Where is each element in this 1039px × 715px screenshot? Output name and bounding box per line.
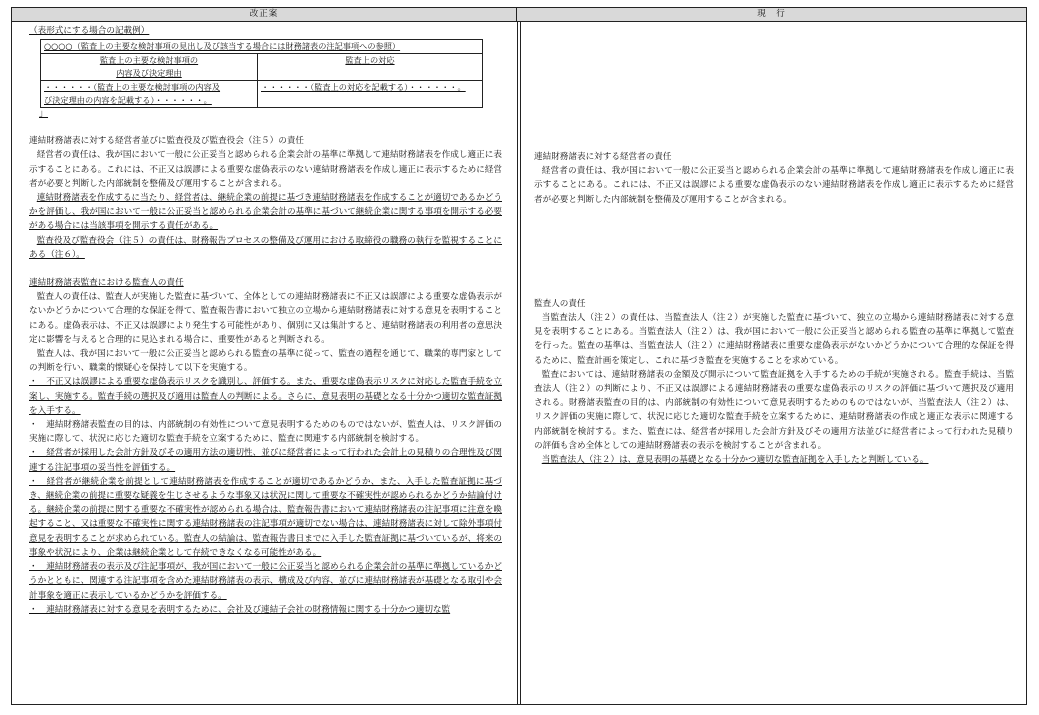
paragraph: 監査役及び監査役会（注５）の責任は、財務報告プロセスの整備及び運用における取締役の職務の執行を監視することにある（注６）。 [29, 235, 502, 260]
kam-header-cell: 監査上の主要な検討事項の 内容及び決定理由 [41, 54, 258, 81]
comparison-table [11, 7, 1027, 705]
response-body-cell: ・・・・・・（監査上の対応を記載する）・・・・・・。 [258, 81, 483, 108]
current-column [534, 28, 1014, 702]
example-caption: （表形式にする場合の記載例） [29, 26, 150, 36]
revised-column [29, 24, 502, 702]
kam-body-cell: ・・・・・・（監査上の主要な検討事項の内容及 び決定理由の内容を記載する）・・・・・・。 [41, 81, 258, 108]
section-heading-mgmt-current: 連結財務諸表に対する経営者の責任 [534, 152, 672, 162]
column-divider [517, 22, 518, 704]
bullet-item: ・ 連結財務諸表に対する意見を表明するために、会社及び連結子会社の財務情報に関する十分かつ適切な監 [29, 604, 451, 615]
header-current: 現 行 [757, 9, 786, 19]
paragraph: 監査においては、連結財務諸表の金額及び開示について監査証拠を入手するための手続が実施される。監査手続は、当監査法人（注２）の判断により、不正又は誤謬による連結財務諸表の重要な虚偽表示のリスクの評価に基づいて選択及び適用される。財務諸表監査の目的は、内部統制の有効性について意見表明するためのものではないが、当監査法人（注２）は、リスク評価の実施に際して、状況に応じた適切な監査手続を立案するために、連結財務諸表の作成と適正な表示に関連する内部統制を検討する。また、監査には、経営者が採用した会計方針及びその適用方法並びに経営者によって行われた見積りの評価も含め全体としての連結財務諸表の表示を検討することが含まれる。 [534, 369, 1014, 451]
bullet-item: ・ 経営者が継続企業を前提として連結財務諸表を作成することが適切であるかどうか、また、入手した監査証拠に基づき、継続企業の前提に重要な疑義を生じさせるような事象又は状況に関して重要な不確実性が認められるかどうか結論付ける。継続企業の前提に関する重要な不確実性が認められる場合は、監査報告書において連結財務諸表の注記事項に注意を喚起すること、又は重要な不確実性に関する連結財務諸表の注記事項が適切でない場合は、連結財務諸表に対して除外事項付意見を表明することが求められている。監査人の結論は、監査報告書日までに入手した監査証拠に基づいているが、将来の事象や状況により、企業は継続企業として存続できなくなる可能性がある。 [29, 476, 502, 558]
header-revised: 改正案 [12, 8, 517, 21]
bullet-item: ・ 連結財務諸表監査の目的は、内部統制の有効性について意見表明するためのものではないが、監査人は、リスク評価の実施に際して、状況に応じた適切な監査手続を立案するために、監査に関連する内部統制を検討する。 [29, 420, 502, 445]
bullet-item: ・ 不正又は誤謬による重要な虚偽表示リスクを識別し、評価する。また、重要な虚偽表示リスクに対応した監査手続を立案し、実施する。監査手続の選択及び適用は監査人の判断による。さらに、意見表明の基礎となる十分かつ適切な監査証拠を入手する。 [29, 377, 502, 416]
paragraph: 監査人は、我が国において一般に公正妥当と認められる監査の基準に従って、監査の過程を通じて、職業的専門家としての判断を行い、職業的懐疑心を保持して以下を実施する。 [29, 349, 502, 374]
section-heading-auditor: 連結財務諸表監査における監査人の責任 [29, 278, 184, 289]
closing-bracket: 」 [39, 109, 49, 120]
paragraph: 監査人の責任は、監査人が実施した監査に基づいて、全体としての連結財務諸表に不正又は誤謬による重要な虚偽表示がないかどうかについて合理的な保証を得て、監査報告書において独立の立場から連結財務諸表に対する意見を表明することにある。虚偽表示は、不正又は誤謬により発生する可能性があり、個別に又は集計すると、連結財務諸表の利用者の意思決定に影響を与えると合理的に見込まれる場合に、重要性があると判断される。 [29, 292, 502, 345]
bullet-item: ・ 経営者が採用した会計方針及びその適用方法の適切性、並びに経営者によって行われた会計上の見積りの合理性及び関連する注記事項の妥当性を評価する。 [29, 448, 502, 473]
bullet-item: ・ 連結財務諸表の表示及び注記事項が、我が国において一般に公正妥当と認められる企業会計の基準に準拠しているかどうかとともに、関連する注記事項を含めた連結財務諸表の表示、構成及び内容、並びに連結財務諸表が基礎となる取引や会計事象を適正に表示しているかどうかを評価する。 [29, 562, 502, 601]
kam-title-cell: ○○○○（監査上の主要な検討事項の見出し及び該当する場合には財務諸表の注記事項への参照） [41, 40, 483, 54]
section-heading-auditor-current: 監査人の責任 [534, 298, 586, 309]
paragraph: 当監査法人（注２）は、意見表明の基礎となる十分かつ適切な監査証拠を入手したと判断している。 [541, 455, 929, 466]
section-heading-mgmt: 連結財務諸表に対する経営者並びに監査役及び監査役会（注５）の責任 [29, 136, 305, 147]
column-divider-double [520, 22, 521, 704]
paragraph: 経営者の責任は、我が国において一般に公正妥当と認められる企業会計の基準に準拠して連結財務諸表を作成し適正に表示することにある。これには、不正又は誤謬による重要な虚偽表示のない連結財務諸表を作成し適正に表示するために経営者が必要と判断した内部統制を整備及び運用することが含まれる。 [534, 166, 1014, 205]
paragraph: 経営者の責任は、我が国において一般に公正妥当と認められる企業会計の基準に準拠して連結財務諸表を作成し適正に表示することにある。これには、不正又は誤謬による重要な虚偽表示のない連結財務諸表を作成し適正に表示するために経営者が必要と判断した内部統制を整備及び運用することが含まれる。 [29, 150, 502, 189]
kam-example-table [40, 39, 483, 108]
paragraph: 当監査法人（注２）の責任は、当監査法人（注２）が実施した監査に基づいて、独立の立場から連結財務諸表に対する意見を表明することにある。当監査法人（注２）は、我が国において一般に公正妥当と認められる監査の基準に準拠して監査を行った。監査の基準は、当監査法人（注２）に連結財務諸表に重要な虚偽表示がないかどうかについて合理的な保証を得るために、監査計画を策定し、これに基づき監査を実施することを求めている。 [534, 313, 1014, 366]
response-header-cell: 監査上の対応 [258, 54, 483, 81]
table-header [12, 8, 1026, 22]
paragraph: 連結財務諸表を作成するに当たり、経営者は、継続企業の前提に基づき連結財務諸表を作成することが適切であるかどうかを評価し、我が国において一般に公正妥当と認められる企業会計の基準に基づいて継続企業に関する事項を開示する必要がある場合には当該事項を開示する責任がある。 [29, 193, 502, 232]
